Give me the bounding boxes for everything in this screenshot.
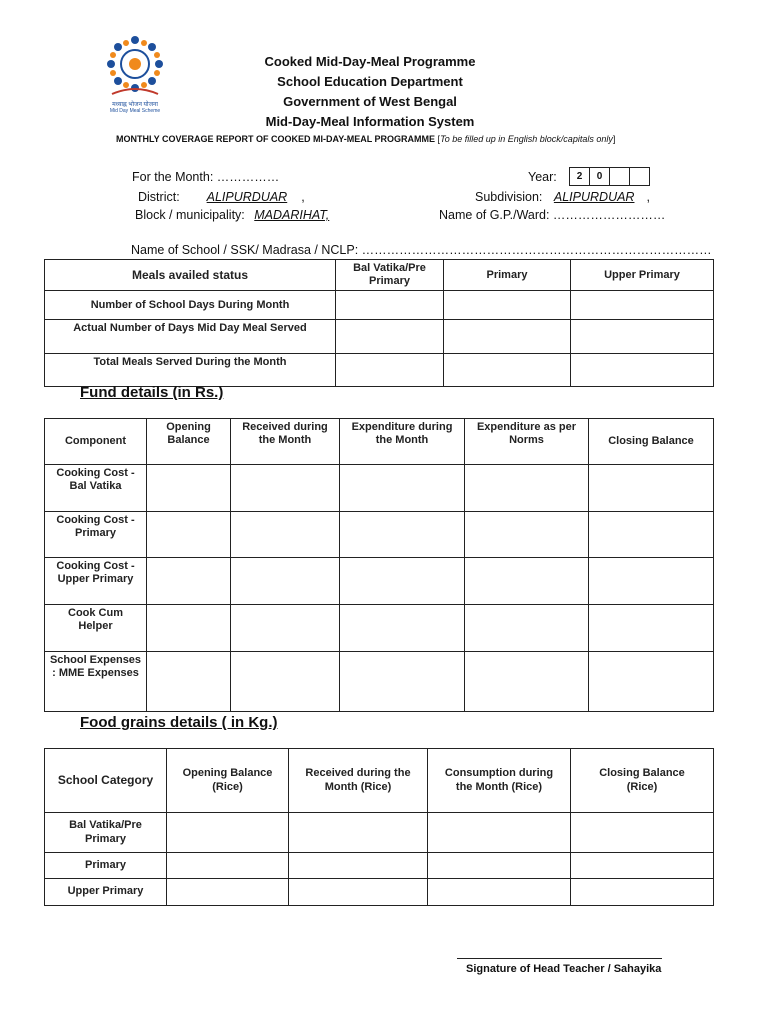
logo-caption-en: Mid Day Meal Scheme bbox=[109, 108, 161, 114]
grains-header-consumption: Consumption during the Month (Rice) bbox=[428, 749, 571, 813]
block-label: Block / municipality: bbox=[135, 208, 245, 222]
logo-caption-hindi: मध्याह्न भोजन योजना bbox=[112, 102, 158, 108]
school-field[interactable]: Name of School / SSK/ Madrasa / NCLP: ………………………………………………………………………… bbox=[131, 243, 712, 257]
meals-header-status: Meals availed status bbox=[45, 260, 336, 291]
meals-row-label: Actual Number of Days Mid Day Meal Served bbox=[45, 320, 336, 354]
meals-cell[interactable] bbox=[444, 320, 571, 354]
fund-cell[interactable] bbox=[147, 558, 231, 605]
year-boxes[interactable] bbox=[570, 167, 650, 186]
report-title: MONTHLY COVERAGE REPORT OF COOKED MI-DAY-MEAL PROGRAMME bbox=[116, 134, 436, 144]
signature-label: Signature of Head Teacher / Sahayika bbox=[466, 963, 662, 975]
year-digit-4[interactable] bbox=[629, 167, 650, 186]
fund-cell[interactable] bbox=[147, 465, 231, 512]
meals-cell[interactable] bbox=[336, 354, 444, 387]
fund-cell[interactable] bbox=[231, 512, 340, 558]
grains-header-opening: Opening Balance (Rice) bbox=[167, 749, 289, 813]
meals-cell[interactable] bbox=[336, 320, 444, 354]
fund-row-label: Cooking Cost - Bal Vatika bbox=[45, 465, 147, 512]
fund-cell[interactable] bbox=[231, 605, 340, 652]
subdivision-label: Subdivision: bbox=[475, 190, 543, 204]
year-digit-3[interactable] bbox=[609, 167, 630, 186]
meals-cell[interactable] bbox=[444, 354, 571, 387]
fund-cell[interactable] bbox=[231, 652, 340, 712]
fund-header-opening: Opening Balance bbox=[147, 419, 231, 465]
header-line-1: Cooked Mid-Day-Meal Programme bbox=[264, 54, 476, 69]
grains-cell[interactable] bbox=[571, 879, 714, 906]
grains-cell[interactable] bbox=[571, 813, 714, 853]
fund-cell[interactable] bbox=[589, 558, 714, 605]
fund-table bbox=[44, 418, 714, 712]
meals-header-upper-primary: Upper Primary bbox=[571, 260, 714, 291]
block-value: MADARIHAT, bbox=[254, 208, 330, 222]
fund-cell[interactable] bbox=[465, 512, 589, 558]
fund-cell[interactable] bbox=[589, 465, 714, 512]
grains-row-label: Bal Vatika/Pre Primary bbox=[45, 813, 167, 853]
grains-cell[interactable] bbox=[167, 879, 289, 906]
fund-header-closing: Closing Balance bbox=[589, 419, 714, 465]
grains-cell[interactable] bbox=[428, 813, 571, 853]
fund-row-label: Cooking Cost - Primary bbox=[45, 512, 147, 558]
fund-cell[interactable] bbox=[465, 652, 589, 712]
year-label: Year: bbox=[528, 170, 557, 184]
header-line-3: Government of West Bengal bbox=[283, 94, 457, 109]
grains-cell[interactable] bbox=[289, 879, 428, 906]
grains-table bbox=[44, 748, 714, 906]
grains-header-received: Received during the Month (Rice) bbox=[289, 749, 428, 813]
fund-cell[interactable] bbox=[231, 558, 340, 605]
fund-cell[interactable] bbox=[589, 652, 714, 712]
fund-cell[interactable] bbox=[231, 465, 340, 512]
gp-field[interactable]: Name of G.P./Ward: ……………………… bbox=[439, 208, 666, 222]
fund-header-expenditure: Expenditure during the Month bbox=[340, 419, 465, 465]
block-field[interactable] bbox=[135, 208, 329, 222]
meals-row-label: Total Meals Served During the Month bbox=[45, 354, 336, 387]
logo-emblem-icon bbox=[100, 34, 170, 96]
fund-title: Fund details (in Rs.) bbox=[80, 384, 224, 401]
meals-cell[interactable] bbox=[336, 291, 444, 320]
year-digit-2[interactable]: 0 bbox=[589, 167, 610, 186]
meals-header-bal-vatika: Bal Vatika/Pre Primary bbox=[336, 260, 444, 291]
fund-cell[interactable] bbox=[340, 465, 465, 512]
signature-line bbox=[457, 958, 662, 959]
fund-cell[interactable] bbox=[340, 558, 465, 605]
fund-cell[interactable] bbox=[465, 465, 589, 512]
grains-row-label: Primary bbox=[45, 853, 167, 879]
fund-header-component: Component bbox=[45, 419, 147, 465]
meals-table bbox=[44, 259, 714, 387]
fund-cell[interactable] bbox=[340, 652, 465, 712]
district-value: ALIPURDUAR bbox=[206, 190, 288, 204]
report-note-open: [ bbox=[437, 134, 441, 144]
subdivision-field[interactable] bbox=[475, 190, 650, 204]
meals-header-primary: Primary bbox=[444, 260, 571, 291]
grains-cell[interactable] bbox=[428, 879, 571, 906]
fund-cell[interactable] bbox=[147, 605, 231, 652]
fund-cell[interactable] bbox=[589, 605, 714, 652]
fund-row-label: School Expenses : MME Expenses bbox=[45, 652, 147, 712]
mid-day-meal-logo bbox=[100, 34, 170, 114]
grains-header-category: School Category bbox=[45, 749, 167, 813]
fund-cell[interactable] bbox=[147, 652, 231, 712]
report-note: To be filled up in English block/capitals only bbox=[440, 134, 613, 144]
grains-cell[interactable] bbox=[289, 853, 428, 879]
grains-title-text: Food grains details ( in Kg.) bbox=[80, 714, 278, 731]
report-note-close: ] bbox=[612, 134, 616, 144]
month-field[interactable]: For the Month: …………… bbox=[132, 170, 280, 184]
grains-header-closing: Closing Balance (Rice) bbox=[571, 749, 714, 813]
fund-cell[interactable] bbox=[340, 512, 465, 558]
fund-cell[interactable] bbox=[147, 512, 231, 558]
grains-cell[interactable] bbox=[289, 813, 428, 853]
header-line-2: School Education Department bbox=[277, 74, 463, 89]
fund-cell[interactable] bbox=[589, 512, 714, 558]
fund-row-label: Cooking Cost - Upper Primary bbox=[45, 558, 147, 605]
fund-row-label: Cook Cum Helper bbox=[45, 605, 147, 652]
fund-header-received: Received during the Month bbox=[231, 419, 340, 465]
grains-row-label: Upper Primary bbox=[45, 879, 167, 906]
fund-cell[interactable] bbox=[465, 558, 589, 605]
subdivision-suffix: , bbox=[646, 190, 650, 204]
fund-header-norms: Expenditure as per Norms bbox=[465, 419, 589, 465]
meals-cell[interactable] bbox=[444, 291, 571, 320]
meals-cell[interactable] bbox=[571, 354, 714, 387]
district-label: District: bbox=[138, 190, 180, 204]
meals-row-label: Number of School Days During Month bbox=[45, 291, 336, 320]
district-suffix: , bbox=[301, 190, 305, 204]
fund-cell[interactable] bbox=[340, 605, 465, 652]
header-line-4: Mid-Day-Meal Information System bbox=[265, 114, 475, 129]
year-digit-1[interactable]: 2 bbox=[569, 167, 590, 186]
grains-cell[interactable] bbox=[428, 853, 571, 879]
grains-cell[interactable] bbox=[167, 853, 289, 879]
fund-cell[interactable] bbox=[465, 605, 589, 652]
meals-cell[interactable] bbox=[571, 291, 714, 320]
meals-cell[interactable] bbox=[571, 320, 714, 354]
district-field[interactable] bbox=[138, 190, 305, 204]
grains-cell[interactable] bbox=[167, 813, 289, 853]
grains-cell[interactable] bbox=[571, 853, 714, 879]
report-title-line bbox=[116, 134, 615, 144]
grains-title bbox=[80, 714, 298, 731]
subdivision-value: ALIPURDUAR bbox=[553, 190, 635, 204]
